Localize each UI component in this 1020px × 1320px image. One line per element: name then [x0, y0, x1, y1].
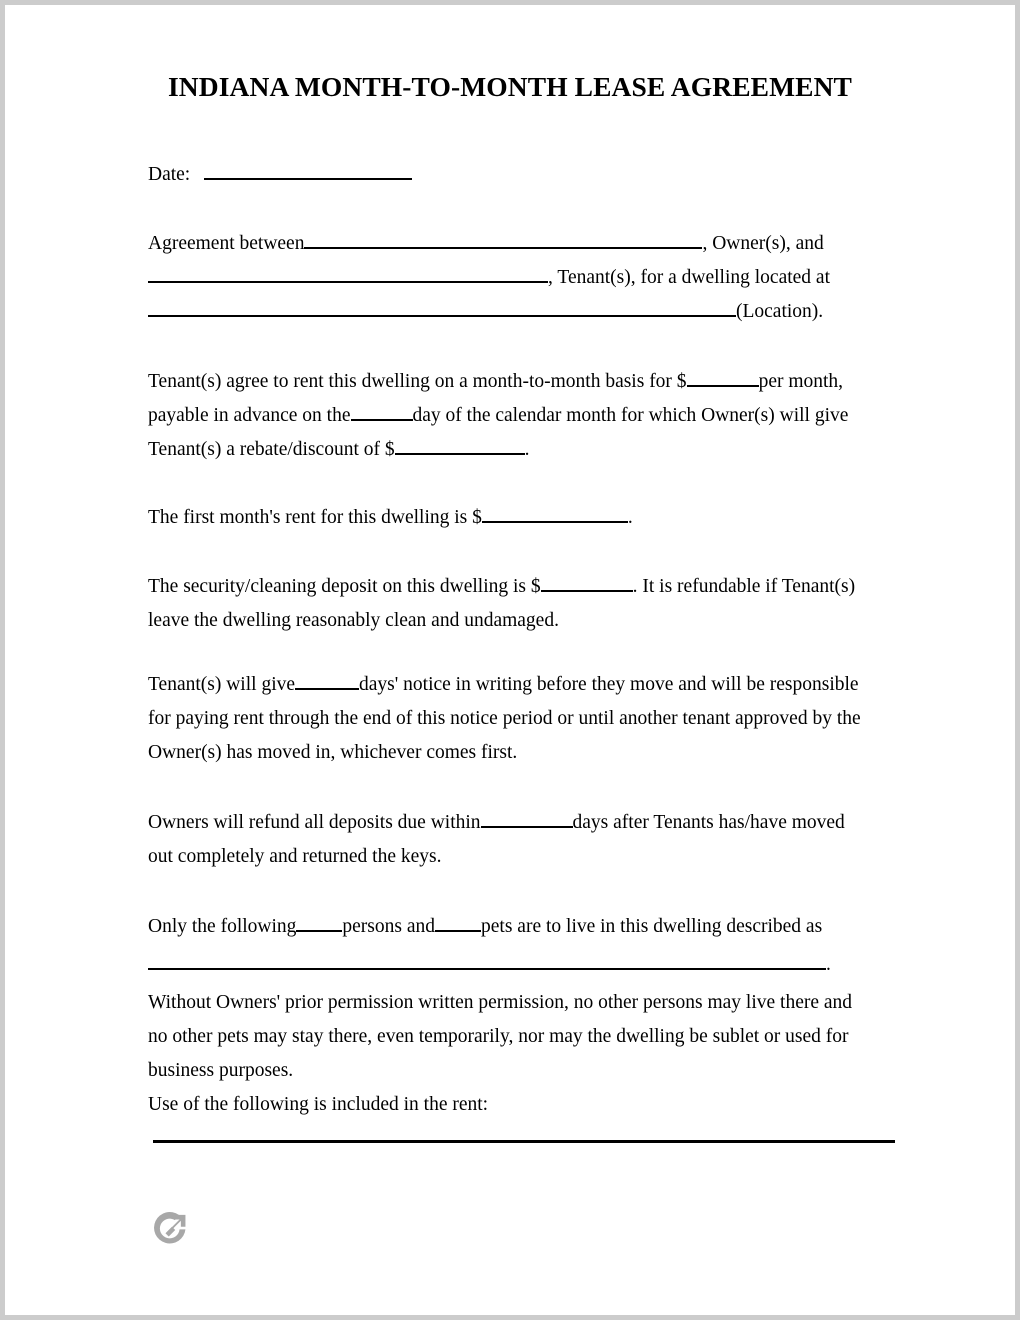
- occupancy-line-5: business purposes.: [148, 1060, 294, 1081]
- rent-line-2: [148, 399, 890, 433]
- occupancy-line-3: Without Owners' prior permission written permission, no other persons may live there and: [148, 992, 853, 1013]
- agreement-between-label: Agreement between: [148, 233, 305, 254]
- first-month-label: The first month's rent for this dwelling is $: [148, 507, 482, 528]
- dwelling-description-blank[interactable]: [148, 951, 826, 970]
- first-month-amount-blank[interactable]: [482, 504, 628, 523]
- owner-name-blank[interactable]: [304, 230, 702, 249]
- rebate-period-label: .: [524, 439, 530, 460]
- refund-days-blank[interactable]: [481, 809, 573, 828]
- notice-block: [148, 668, 890, 770]
- page-title: INDIANA MONTH-TO-MONTH LEASE AGREEMENT: [168, 71, 852, 102]
- first-month-block: [148, 501, 890, 535]
- tenant-suffix-label: , Tenant(s), for a dwelling located at: [548, 267, 831, 288]
- rebate-label: Tenant(s) a rebate/discount of $: [148, 439, 395, 460]
- calendar-month-label: day of the calendar month for which Owner(s) will give: [412, 405, 849, 426]
- rent-line-3: [148, 433, 890, 467]
- pets-described-label: pets are to live in this dwelling described as: [481, 916, 823, 937]
- persons-count-blank[interactable]: [296, 913, 342, 932]
- persons-and-label: persons and: [342, 916, 436, 937]
- deposit-refundable-label: . It is refundable if Tenant(s): [632, 576, 856, 597]
- occupancy-block: [148, 910, 890, 1122]
- tenant-name-blank[interactable]: [148, 264, 548, 283]
- deposit-line-1: [148, 570, 890, 604]
- occupancy-line-6: Use of the following is included in the rent:: [148, 1094, 489, 1115]
- deposit-block: [148, 570, 890, 638]
- payment-day-blank[interactable]: [351, 402, 413, 421]
- refund-intro-label: Owners will refund all deposits due within: [148, 812, 481, 833]
- occupancy-intro-label: Only the following: [148, 916, 297, 937]
- refund-line-1: [148, 806, 890, 840]
- signature-rule: [153, 1140, 895, 1143]
- notice-line-2: for paying rent through the end of this notice period or until another tenant approved by the: [148, 708, 861, 729]
- pets-count-blank[interactable]: [435, 913, 481, 932]
- notice-line-1: [148, 668, 890, 702]
- rebate-amount-blank[interactable]: [395, 436, 525, 455]
- parties-block: [148, 227, 890, 329]
- occupancy-line-1: [148, 910, 890, 944]
- monthly-rent-blank[interactable]: [687, 368, 759, 387]
- notice-writing-label: days' notice in writing before they move and will be responsible: [359, 674, 859, 695]
- date-input-blank[interactable]: [204, 161, 412, 180]
- date-label: Date:: [148, 164, 191, 185]
- notice-line-3: Owner(s) has moved in, whichever comes first.: [148, 742, 518, 763]
- occupancy-line-2: [148, 944, 890, 986]
- rent-per-month-label: per month,: [758, 371, 844, 392]
- location-blank[interactable]: [148, 298, 736, 317]
- first-month-line: [148, 501, 890, 535]
- page-canvas: [5, 5, 1015, 1315]
- refund-line-2: out completely and returned the keys.: [148, 846, 442, 867]
- description-period-label: .: [826, 954, 831, 975]
- owner-suffix-label: , Owner(s), and: [702, 233, 824, 254]
- deposit-label: The security/cleaning deposit on this dwelling is $: [148, 576, 541, 597]
- refund-block: [148, 806, 890, 874]
- notice-days-blank[interactable]: [295, 671, 359, 690]
- rent-intro-label: Tenant(s) agree to rent this dwelling on a month-to-month basis for $: [148, 371, 687, 392]
- deposit-line-2: leave the dwelling reasonably clean and undamaged.: [148, 610, 559, 631]
- refund-after-label: days after Tenants has/have moved: [572, 812, 845, 833]
- parties-line-3: [148, 295, 890, 329]
- first-month-period-label: .: [627, 507, 633, 528]
- location-suffix-label: (Location).: [736, 301, 824, 322]
- deposit-amount-blank[interactable]: [541, 573, 633, 592]
- rent-block: [148, 365, 890, 467]
- notice-intro-label: Tenant(s) will give: [148, 674, 296, 695]
- circular-arrow-logo: [150, 1207, 192, 1249]
- parties-line-1: [148, 227, 890, 261]
- payable-label: payable in advance on the: [148, 405, 351, 426]
- date-block: [148, 158, 890, 192]
- occupancy-line-4: no other pets may stay there, even temporarily, nor may the dwelling be sublet or used for: [148, 1026, 849, 1047]
- date-line: [148, 158, 890, 192]
- rent-line-1: [148, 365, 890, 399]
- parties-line-2: [148, 261, 890, 295]
